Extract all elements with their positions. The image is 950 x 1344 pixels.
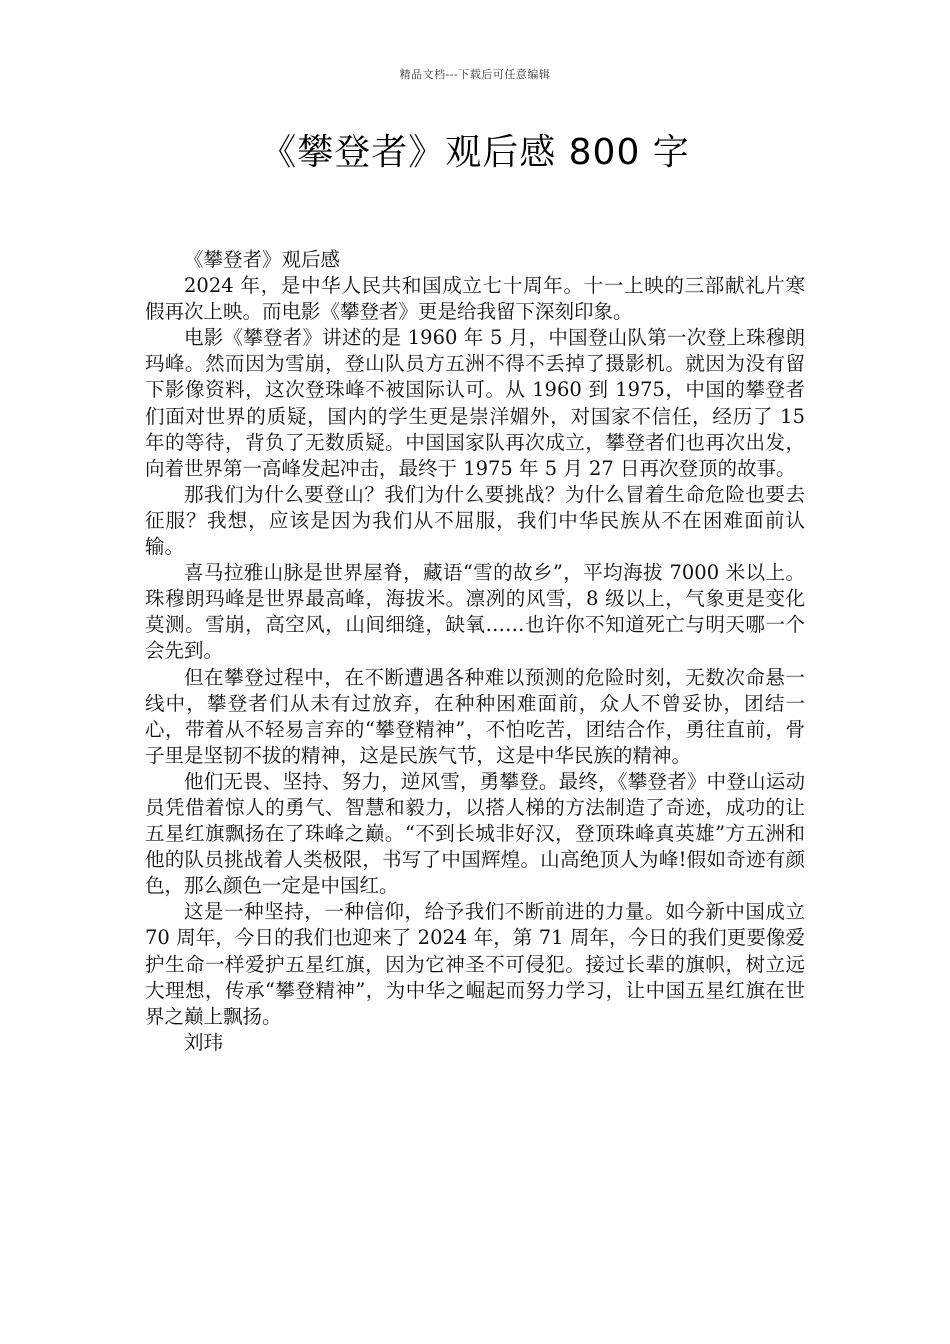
article-subtitle: 《攀登者》观后感 xyxy=(184,248,341,271)
article-paragraph-3: 那我们为什么要登山？我们为什么要挑战？为什么冒着生命危险也要去征服？我想，应该是因为我们从不屈服，我们中华民族从不在困难面前认输。 xyxy=(145,482,805,559)
article-author: 刘玮 xyxy=(184,1030,224,1054)
article-paragraph-1: 2024 年，是中华人民共和国成立七十周年。十一上映的三部献礼片寒假再次上映。而电影《攀登者》更是给我留下深刻印象。 xyxy=(145,274,805,324)
article-body xyxy=(145,247,805,1056)
header-note: 精品文档---下载后可任意编辑 xyxy=(399,68,551,81)
article-paragraph-6: 他们无畏、坚持、努力，逆风雪，勇攀登。最终，《攀登者》中登山运动员凭借着惊人的勇气、智慧和毅力，以搭人梯的方法制造了奇迹，成功的让五星红旗飘扬在了珠峰之巅。“不到长城非好汉，登顶珠峰真英雄”方五洲和他的队员挑战着人类极限，书写了中国辉煌。山高绝顶人为峰!假如奇迹有颜色，那么颜色一定是中国红。 xyxy=(145,769,805,898)
page-title: 《攀登者》观后感 800 字 xyxy=(260,132,690,173)
article-paragraph-5: 但在攀登过程中，在不断遭遇各种难以预测的危险时刻，无数次命悬一线中，攀登者们从未有过放弃，在种种困难面前，众人不曾妥协，团结一心，带着从不轻易言弃的“攀登精神”，不怕吃苦，团结合作，勇往直前，骨子里是坚韧不拔的精神，这是民族气节，这是中华民族的精神。 xyxy=(145,665,805,767)
article-paragraph-7: 这是一种坚持，一种信仰，给予我们不断前进的力量。如今新中国成立 70 周年，今日的我们也迎来了 2024 年，第 71 周年，今日的我们更要像爱护生命一样爱护五星红旗，因为它神圣不可侵犯。接过长辈的旗帜，树立远大理想，传承“攀登精神”，为中华之崛起而努力学习，让中国五星红旗在世界之巅上飘扬。 xyxy=(145,900,805,1028)
article-paragraph-2: 电影《攀登者》讲述的是 1960 年 5 月，中国登山队第一次登上珠穆朗玛峰。然而因为雪崩，登山队员方五洲不得不丢掉了摄影机。就因为没有留下影像资料，这次登珠峰不被国际认可。从 1960 到 1975，中国的攀登者们面对世界的质疑，国内的学生更是崇洋媚外，对国家不信任，经历了 15 年的等待，背负了无数质疑。中国国家队再次成立，攀登者们也再次出发，向着世界第一高峰发起冲击，最终于 1975 年 5 月 27 日再次登顶的故事。 xyxy=(145,326,805,480)
article-paragraph-4: 喜马拉雅山脉是世界屋脊，藏语“雪的故乡”，平均海拔 7000 米以上。珠穆朗玛峰是世界最高峰，海拔米。凛冽的风雪，8 级以上，气象更是变化莫测。雪崩，高空风，山间细缝，缺氧……也许你不知道死亡与明天哪一个会先到。 xyxy=(145,561,805,663)
